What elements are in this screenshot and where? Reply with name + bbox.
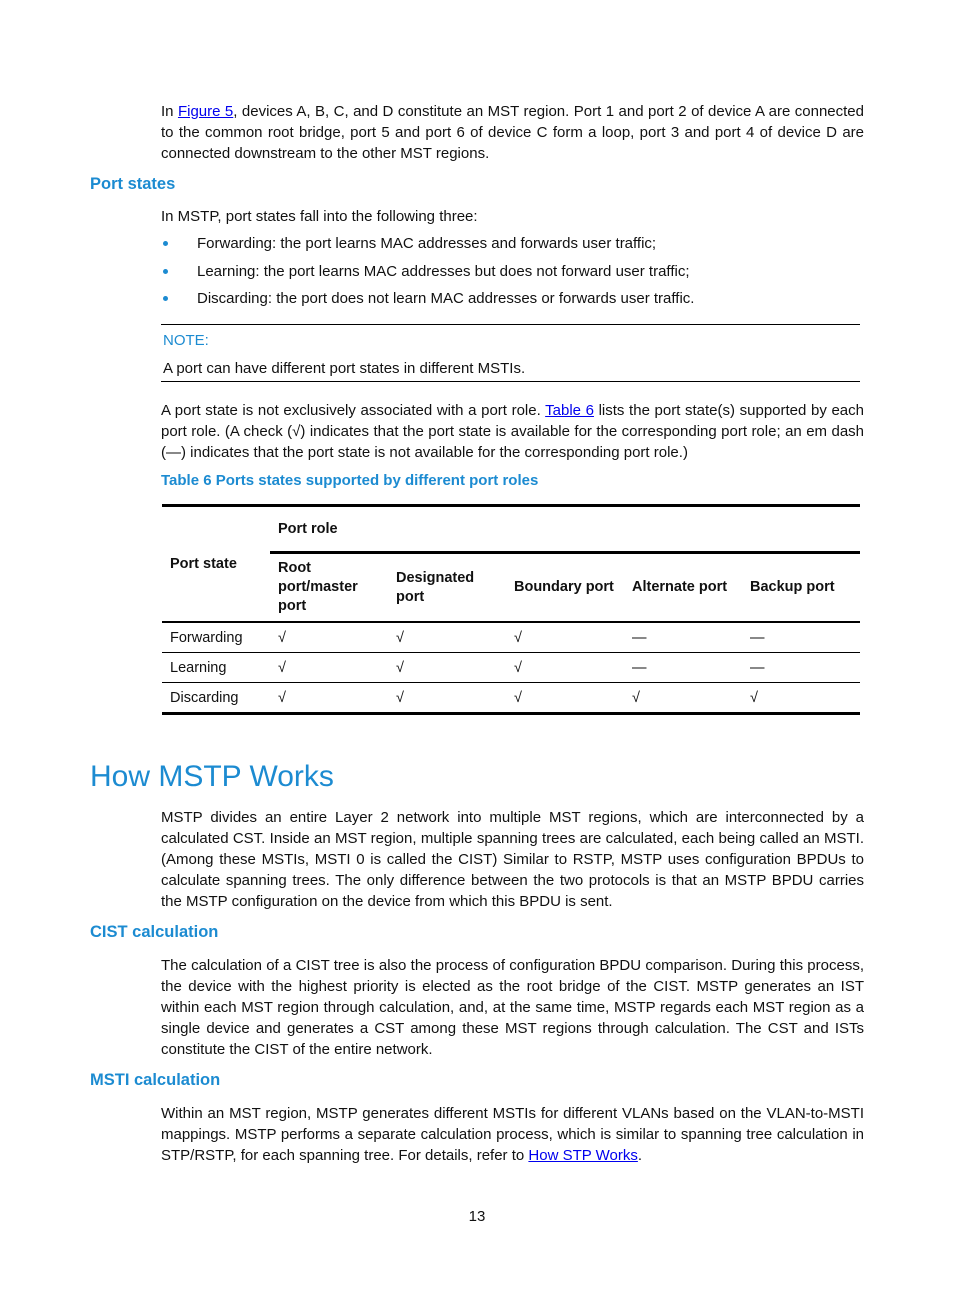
assoc-text: lists the port state(s) supported by each port role. (A check (√) indicates that the port state is available for the corresponding port role; an em dash (—) indicates that the port state is not available for the corresponding port role.)	[161, 402, 864, 461]
port-states-lead: In MSTP, port states fall into the following three:	[161, 208, 478, 225]
table-cell: √	[388, 683, 506, 714]
col-root-port: Root port/master port	[270, 553, 388, 623]
table-cell: √	[742, 683, 860, 714]
row-state: Forwarding	[162, 622, 270, 653]
msti-heading: MSTI calculation	[90, 1071, 221, 1089]
port-states-heading: Port states	[90, 175, 176, 193]
col-backup-port: Backup port	[742, 553, 860, 623]
table-cell: √	[270, 683, 388, 714]
table-cell: √	[506, 653, 624, 683]
note-box	[161, 324, 860, 382]
bullet-icon	[163, 241, 168, 246]
assoc-paragraph	[161, 400, 864, 463]
list-item	[161, 261, 864, 289]
table-row	[162, 653, 860, 683]
table-cell: —	[624, 653, 742, 683]
table-row	[162, 683, 860, 714]
list-item	[161, 233, 864, 261]
table-cell: √	[506, 683, 624, 714]
col-port-state: Port state	[162, 506, 270, 623]
msti-text: Within an MST region, MSTP generates different MSTIs for different VLANs based on the VLAN-to-MSTI mappings. MSTP performs a separate calculation process, which is similar to spanning tree calculation in STP/RSTP, for each spanning tree. For details, refer to	[161, 1105, 864, 1164]
table-cell: √	[270, 622, 388, 653]
how-mstp-works-title: How MSTP Works	[90, 760, 334, 793]
table-cell: √	[270, 653, 388, 683]
col-alternate-port: Alternate port	[624, 553, 742, 623]
figure-5-link[interactable]: Figure 5	[177, 103, 234, 120]
bullet-text: Learning: the port learns MAC addresses but does not forward user traffic;	[197, 262, 690, 280]
note-text: A port can have different port states in different MSTIs.	[163, 360, 526, 377]
table-cell: —	[742, 622, 860, 653]
table-cell: —	[742, 653, 860, 683]
col-boundary-port: Boundary port	[506, 553, 624, 623]
msti-paragraph	[161, 1103, 864, 1166]
note-label: NOTE:	[163, 332, 209, 349]
table-row	[162, 622, 860, 653]
list-item	[161, 288, 864, 316]
table-cell: √	[624, 683, 742, 714]
bullet-text: Forwarding: the port learns MAC addresses and forwards user traffic;	[197, 235, 657, 252]
msti-suffix: .	[637, 1147, 643, 1164]
page-number: 13	[468, 1208, 486, 1225]
table-caption: Table 6 Ports states supported by different port roles	[161, 472, 539, 489]
col-port-role: Port role	[278, 520, 338, 537]
table-cell: √	[388, 653, 506, 683]
row-state: Learning	[162, 653, 270, 683]
bullet-text: Discarding: the port does not learn MAC addresses or forwards user traffic.	[197, 290, 695, 307]
table-cell: √	[506, 622, 624, 653]
bullet-icon	[163, 296, 168, 301]
intro-prefix: In	[161, 103, 178, 120]
cist-heading: CIST calculation	[90, 923, 219, 941]
col-designated-port: Designated port	[388, 553, 506, 623]
row-state: Discarding	[162, 683, 270, 714]
bullet-icon	[163, 269, 168, 274]
cist-paragraph: The calculation of a CIST tree is also the process of configuration BPDU comparison. During this process, the device with the highest priority is elected as the root bridge of the CIST. MSTP generates an IST within each MST region through calculation, and, at the same time, MSTP regards each MST region as a single device and generates a CST among these MST regions through calculation. The CST and ISTs constitute the CIST of the entire network.	[161, 957, 864, 1058]
how-stp-works-link[interactable]: How STP Works	[528, 1147, 638, 1164]
intro-paragraph	[161, 101, 864, 164]
assoc-prefix: A port state is not exclusively associated with a port role.	[161, 402, 546, 419]
table-header-row	[162, 506, 860, 553]
port-states-table	[162, 504, 860, 715]
table-cell: √	[388, 622, 506, 653]
how-mstp-paragraph: MSTP divides an entire Layer 2 network into multiple MST regions, which are interconnected by a calculated CST. Inside an MST region, multiple spanning trees are calculated, each being called an MSTI. (Among these MSTIs, MSTI 0 is called the CIST) Similar to RSTP, MSTP uses configuration BPDUs to calculate spanning trees. The only difference between the two protocols is that an MSTP BPDU carries the MSTP configuration on the device from which this BPDU is sent.	[161, 809, 864, 910]
table-6-link[interactable]: Table 6	[545, 402, 594, 419]
table-cell: —	[624, 622, 742, 653]
port-states-list	[161, 233, 864, 316]
intro-text: , devices A, B, C, and D constitute an MST region. Port 1 and port 2 of device A are connected to the common root bridge, port 5 and port 6 of device C form a loop, port 3 and port 4 of device D are connected downstream to the other MST regions.	[161, 103, 864, 162]
